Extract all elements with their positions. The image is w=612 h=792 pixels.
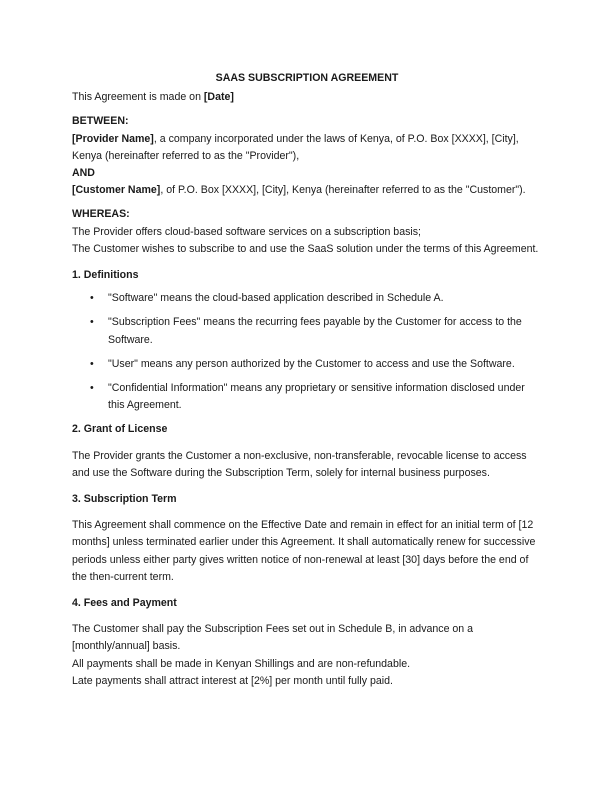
- document-title: SAAS SUBSCRIPTION AGREEMENT: [215, 72, 399, 84]
- definition-text: "Confidential Information" means any proprietary or sensitive information disclosed under this Agreement.: [108, 382, 525, 412]
- list-item: [72, 290, 542, 307]
- between-label: BETWEEN:: [72, 115, 129, 128]
- list-item: [72, 380, 542, 414]
- fees-line-3: Late payments shall attract interest at [2%] per month until fully paid.: [72, 674, 393, 687]
- intro-prefix: This Agreement is made on: [72, 91, 204, 104]
- intro-line: [72, 89, 542, 106]
- section-heading-fees: 4. Fees and Payment: [72, 597, 177, 610]
- intro-date: [Date]: [203, 91, 234, 104]
- bullet-icon: •: [90, 316, 94, 329]
- license-body: The Provider grants the Customer a non-exclusive, non-transferable, revocable license to access and use the Software during the Subscription Term, solely for internal business purposes.: [72, 449, 527, 479]
- list-item: [72, 356, 542, 373]
- section-heading-license: 2. Grant of License: [72, 423, 168, 436]
- bullet-icon: •: [90, 382, 94, 395]
- bullet-icon: •: [90, 357, 94, 370]
- section-heading-term: 3. Subscription Term: [72, 493, 177, 506]
- and-label: AND: [72, 167, 95, 180]
- definition-text: "Software" means the cloud-based application described in Schedule A.: [108, 292, 444, 305]
- provider-paragraph: [72, 131, 542, 165]
- fees-line-2: All payments shall be made in Kenyan Shillings and are non-refundable.: [72, 657, 411, 670]
- section-heading-definitions: 1. Definitions: [72, 269, 139, 282]
- customer-paragraph: [72, 182, 542, 199]
- provider-name: [Provider Name]: [72, 132, 154, 145]
- whereas-recital-1: The Provider offers cloud-based software services on a subscription basis;: [72, 225, 421, 238]
- provider-text: , a company incorporated under the laws of Kenya, of P.O. Box [XXXX], [City], Kenya (hereinafter referred to as the "Provider"),: [72, 132, 519, 162]
- customer-name: [Customer Name]: [72, 184, 161, 197]
- fees-line-1: The Customer shall pay the Subscription Fees set out in Schedule B, in advance on a [monthly/annual] basis.: [72, 623, 474, 653]
- term-body: This Agreement shall commence on the Effective Date and remain in effect for an initial term of [12 months] unless terminated earlier under this Agreement. It shall automatically renew for successive periods unless either party gives written notice of non-renewal at least [30] days before the end of the then-current term.: [72, 519, 536, 583]
- definition-text: "User" means any person authorized by the Customer to access and use the Software.: [108, 357, 515, 370]
- bullet-icon: •: [90, 292, 94, 305]
- whereas-recital-2: The Customer wishes to subscribe to and use the SaaS solution under the terms of this Agreement.: [72, 242, 539, 255]
- whereas-label: WHEREAS:: [72, 208, 130, 221]
- customer-text: , of P.O. Box [XXXX], [City], Kenya (hereinafter referred to as the "Customer").: [160, 184, 526, 197]
- list-item: [72, 314, 542, 348]
- definitions-list: [72, 290, 542, 414]
- definition-text: "Subscription Fees" means the recurring fees payable by the Customer for access to the Software.: [108, 316, 522, 346]
